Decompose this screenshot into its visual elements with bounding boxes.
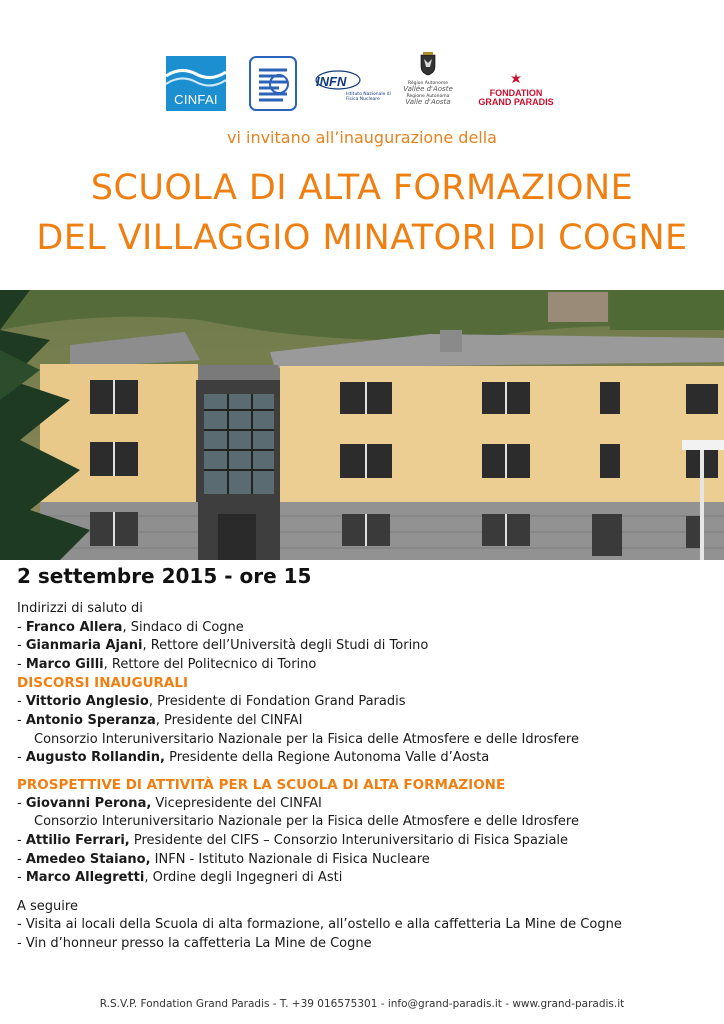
speaker-role: , Presidente di Fondation Grand Paradis [148, 694, 406, 710]
vda-line3: Regione Autonoma [406, 94, 450, 99]
greetings-intro: Indirizzi di saluto di [17, 601, 143, 616]
speaker-name: Attilio Ferrari, [25, 832, 130, 848]
title-line-2: DEL VILLAGGIO MINATORI DI COGNE [36, 218, 688, 258]
vda-line4: Valle d'Aosta [405, 98, 451, 106]
speaker-item: - Amedeo Staiano, INFN - Istituto Nazionale di Fisica Nucleare [17, 851, 430, 867]
fgp-line1: FONDATION [489, 88, 543, 98]
infn-logo [312, 66, 394, 106]
vda-logo [402, 52, 454, 114]
infn-logo-subtitle: Istituto Nazionale di Fisica Nucleare [346, 92, 391, 102]
invitation-line: vi invitano all’inaugurazione della [227, 128, 497, 147]
speaker-item: - Marco Allegretti, Ordine degli Ingegneri di Asti [17, 870, 343, 886]
follow-item: - Visita ai locali della Scuola di alta formazione, all’ostello e alla caffetteria La Mine de Cogne [17, 917, 622, 933]
speaker-name: Marco Allegretti [25, 870, 145, 886]
speaker-name: Gianmaria Ajani [25, 638, 143, 654]
speaker-name: Vittorio Anglesio [25, 694, 149, 710]
speaker-role: , Sindaco di Cogne [122, 619, 244, 635]
speaker-role: , Ordine degli Ingegneri di Asti [144, 870, 343, 886]
section-heading-inaugural: DISCORSI INAUGURALI [17, 675, 189, 692]
speaker-item: - Augusto Rollandin, Presidente della Regione Autonoma Valle d’Aosta [17, 750, 490, 766]
infn-logo-text: INFN [316, 74, 347, 89]
speaker-item: - Vittorio Anglesio, Presidente di Fondation Grand Paradis [17, 694, 406, 710]
cifs-emblem-icon [249, 56, 297, 111]
speaker-item: - Antonio Speranza, Presidente del CINFAI [17, 712, 303, 728]
speaker-affiliation: Consorzio Interuniversitario Nazionale per la Fisica delle Atmosfere e delle Idrosfere [34, 731, 579, 747]
speaker-name: Franco Allera [25, 619, 123, 635]
rsvp-footer: R.S.V.P. Fondation Grand Paradis - T. +39 016575301 - info@grand-paradis.it - www.grand-paradis.it [99, 998, 625, 1010]
coat-of-arms-icon [419, 52, 437, 76]
section-heading-prospects: PROSPETTIVE DI ATTIVITÀ PER LA SCUOLA DI ALTA FORMAZIONE [17, 776, 506, 793]
cifs-logo [249, 56, 297, 111]
speaker-role: Presidente del CIFS – Consorzio Interuniversitario di Fisica Spaziale [129, 832, 569, 848]
speaker-role: , Presidente del CINFAI [155, 712, 303, 728]
cinfai-logo [166, 56, 226, 111]
speaker-role: , Rettore dell’Università degli Studi di Torino [142, 638, 429, 654]
event-program [17, 600, 717, 954]
cinfai-logo-text: CINFAI [174, 92, 218, 107]
speaker-item: - Attilio Ferrari, Presidente del CIFS – Consorzio Interuniversitario di Fisica Spaziale [17, 832, 569, 848]
building-photo [0, 290, 724, 560]
event-date: 2 settembre 2015 - ore 15 [17, 564, 312, 588]
leaf-icon [510, 73, 522, 85]
greeting-item: - Marco Gilli, Rettore del Politecnico di Torino [17, 656, 317, 672]
speaker-name: Antonio Speranza [25, 712, 156, 728]
speaker-name: Amedeo Staiano, [25, 851, 151, 867]
speaker-affiliation: Consorzio Interuniversitario Nazionale per la Fisica delle Atmosfere e delle Idrosfere [34, 814, 579, 830]
title-line-1: SCUOLA DI ALTA FORMAZIONE [90, 168, 634, 208]
greeting-item: - Franco Allera, Sindaco di Cogne [17, 619, 244, 635]
greeting-item: - Gianmaria Ajani, Rettore dell’Università degli Studi di Torino [17, 638, 429, 654]
speaker-name: Marco Gilli [25, 656, 104, 672]
speaker-role: INFN - Istituto Nazionale di Fisica Nucleare [150, 851, 430, 867]
cinfai-waves-icon [166, 64, 226, 90]
vda-line2: Vallée d'Aoste [403, 85, 453, 93]
speaker-role: , Rettore del Politecnico di Torino [103, 656, 317, 672]
speaker-role: Vicepresidente del CINFAI [151, 795, 322, 811]
speaker-name: Giovanni Perona, [25, 795, 152, 811]
follow-intro: A seguire [17, 898, 78, 914]
speaker-name: Augusto Rollandin, [25, 750, 165, 766]
building-illustration [0, 290, 724, 560]
speaker-role: Presidente della Regione Autonoma Valle d’Aosta [164, 750, 490, 766]
logo-bar [0, 52, 724, 114]
follow-item: - Vin d’honneur presso la caffetteria La Mine de Cogne [17, 935, 372, 951]
speaker-item: - Giovanni Perona, Vicepresidente del CINFAI [17, 795, 322, 811]
vda-line1: Région Autonome [407, 81, 449, 86]
fgp-line2: GRAND PARADIS [478, 97, 554, 107]
fondation-grand-paradis-logo [466, 70, 566, 114]
